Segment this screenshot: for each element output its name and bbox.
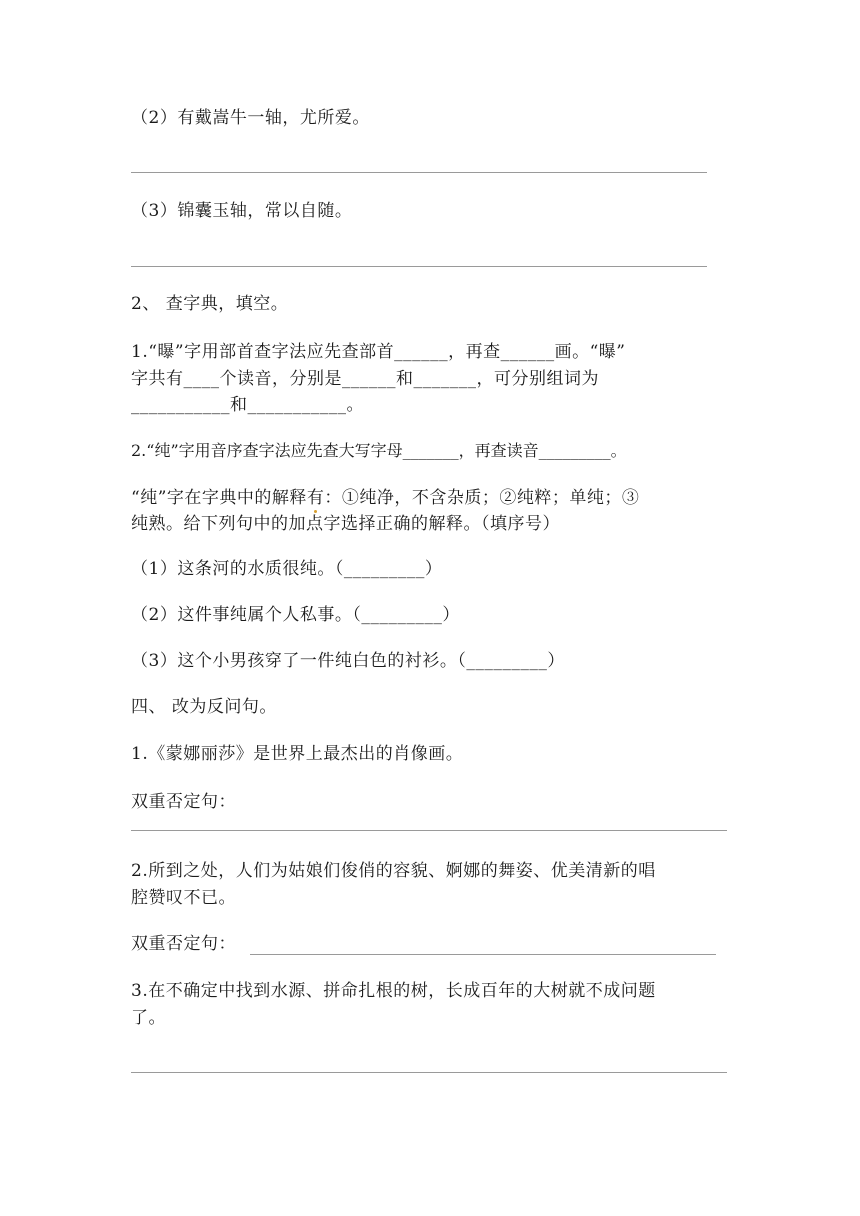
dictionary-q2-sentence-2: （2）这件事纯属个人私事。（_________） [131,605,460,625]
rewrite-q1-text-a: 1.《蒙娜丽莎》是世界上最杰出 [131,744,376,764]
dictionary-q2-line2 [131,486,639,510]
rewrite-q2-line1: 2.所到之处，人们为姑娘们俊俏的容貌、婀娜的舞姿、优美清新的唱 [131,861,656,881]
dictionary-q1-line2: 字共有____个读音，分别是______和_______，可分别组词为 [131,369,599,389]
double-negative-label-1: 双重否定句： [131,792,236,812]
dictionary-q2-sentence-1: （1）这条河的水质很纯。（_________） [131,559,443,579]
dictionary-q2-line2-a: “纯”字在字典中的解释 [131,488,307,508]
question-1-2: （2）有戴嵩牛一轴，尤所爱。 [131,108,370,128]
rewrite-q3-line2: 了。 [131,1008,166,1028]
double-negative-label-2: 双重否定句： [131,934,236,954]
dictionary-q2-line3: 纯熟。给下列句中的加点字选择正确的解释。（填序号） [131,514,560,534]
rewrite-q3-line1: 3.在不确定中找到水源、拼命扎根的树，长成百年的大树就不成问题 [131,981,656,1001]
dictionary-q1-line1: 1.“曝”字用部首查字法应先查部首______，再查______画。“曝” [131,342,626,362]
dictionary-q2-sentence-3: （3）这个小男孩穿了一件纯白色的衬衫。（_________） [131,651,565,671]
answer-line [131,266,707,267]
answer-line [131,830,727,831]
rewrite-q1 [131,742,463,766]
answer-line [250,954,716,955]
section-2-title: 2、 查字典，填空。 [131,294,289,314]
rewrite-q1-text-b: 的肖像画。 [375,744,464,764]
dictionary-q2-line1: 2.“纯”字用音序查字法应先查大写字母_______，再查读音_________。 [131,441,627,460]
section-4-title: 四、 改为反问句。 [131,697,277,717]
dictionary-q2-line2-c: ：①纯净，不含杂质；②纯粹；单纯；③ [324,488,640,508]
answer-line [131,1072,727,1073]
question-1-3: （3）锦囊玉轴，常以自随。 [131,201,353,221]
answer-line [131,172,707,173]
rewrite-q2-line2: 腔赞叹不已。 [131,888,236,908]
dictionary-q1-line3: ___________和___________。 [131,395,364,415]
emphasis-dot-char: 有 [306,488,325,508]
